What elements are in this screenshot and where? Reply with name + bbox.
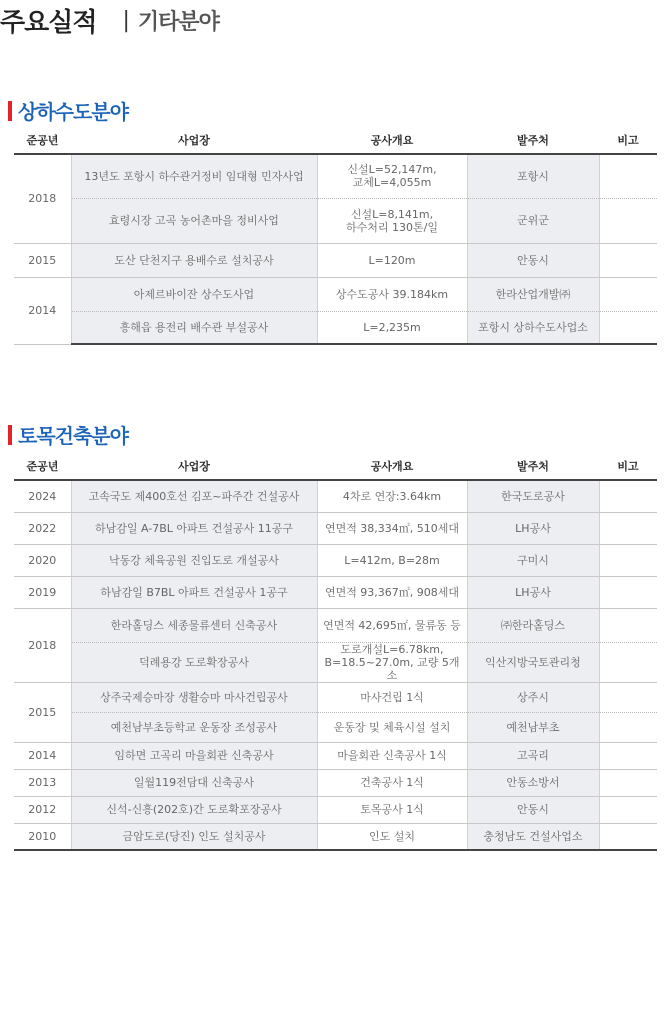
overview-cell: 연면적 42,695㎡, 물류동 등: [317, 608, 467, 642]
table-water: [14, 126, 657, 345]
table-row: [14, 311, 657, 344]
table-header-row: [14, 126, 657, 154]
note-cell: [599, 608, 657, 642]
year-cell: 2015: [14, 682, 71, 742]
project-cell: 덕례용강 도로확장공사: [71, 642, 317, 682]
project-cell: 흥해읍 용전리 배수관 부설공사: [71, 311, 317, 344]
project-cell: 상주국제승마장 생활승마 마사건립공사: [71, 682, 317, 712]
col-header-client: 발주처: [467, 126, 599, 154]
project-cell: 13년도 포항시 하수관거정비 임대형 민자사업: [71, 154, 317, 198]
overview-cell: 신설L=52,147m, 교체L=4,055m: [317, 154, 467, 198]
client-cell: 익산지방국토관리청: [467, 642, 599, 682]
section-accent-bar: [8, 101, 12, 121]
section-title-text: 토목건축분야: [18, 424, 128, 448]
note-cell: [599, 796, 657, 823]
table-row: [14, 576, 657, 608]
project-cell: 도산 단천지구 용배수로 설치공사: [71, 243, 317, 277]
overview-cell: 신설L=8,141m, 하수처리 130톤/일: [317, 198, 467, 243]
client-cell: 안동시: [467, 796, 599, 823]
table-civil: [14, 452, 657, 851]
year-cell: 2022: [14, 512, 71, 544]
page-title-main: 주요실적: [0, 7, 97, 38]
year-cell: 2024: [14, 480, 71, 512]
note-cell: [599, 480, 657, 512]
overview-cell: L=412m, B=28m: [317, 544, 467, 576]
note-cell: [599, 642, 657, 682]
section-accent-bar: [8, 425, 12, 445]
title-separator: |: [122, 7, 130, 33]
overview-cell: 도로개설L=6.78km, B=18.5~27.0m, 교량 5개소: [317, 642, 467, 682]
project-cell: 신석-신흥(202호)간 도로확포장공사: [71, 796, 317, 823]
year-cell: 2020: [14, 544, 71, 576]
table-row: [14, 154, 657, 198]
project-cell: 일월119전담대 신축공사: [71, 769, 317, 796]
table-row: [14, 277, 657, 311]
page-title: [0, 0, 219, 40]
overview-cell: 마사건립 1식: [317, 682, 467, 712]
note-cell: [599, 154, 657, 198]
project-cell: 하남감일 B7BL 아파트 건설공사 1공구: [71, 576, 317, 608]
client-cell: 포항시 상하수도사업소: [467, 311, 599, 344]
overview-cell: 4차로 연장:3.64km: [317, 480, 467, 512]
table-row: [14, 480, 657, 512]
overview-cell: 연면적 38,334㎡, 510세대: [317, 512, 467, 544]
col-header-year: 준공년: [14, 452, 71, 480]
col-header-note: 비고: [599, 126, 657, 154]
client-cell: 한라산업개발㈜: [467, 277, 599, 311]
table-row: [14, 642, 657, 682]
page-subtitle: 기타분야: [137, 9, 219, 35]
client-cell: 한국도로공사: [467, 480, 599, 512]
table-row: [14, 712, 657, 742]
project-cell: 낙동강 체육공원 진입도로 개설공사: [71, 544, 317, 576]
year-cell: 2014: [14, 277, 71, 344]
project-cell: 효령시장 고곡 농어촌마을 정비사업: [71, 198, 317, 243]
year-cell: 2014: [14, 742, 71, 769]
client-cell: 포항시: [467, 154, 599, 198]
note-cell: [599, 311, 657, 344]
client-cell: 군위군: [467, 198, 599, 243]
client-cell: 상주시: [467, 682, 599, 712]
client-cell: 안동시: [467, 243, 599, 277]
note-cell: [599, 544, 657, 576]
project-cell: 예천남부초등학교 운동장 조성공사: [71, 712, 317, 742]
table-row: [14, 608, 657, 642]
table-row: [14, 544, 657, 576]
overview-cell: 건축공사 1식: [317, 769, 467, 796]
year-cell: 2015: [14, 243, 71, 277]
client-cell: LH공사: [467, 576, 599, 608]
col-header-client: 발주처: [467, 452, 599, 480]
note-cell: [599, 243, 657, 277]
client-cell: LH공사: [467, 512, 599, 544]
col-header-overview: 공사개요: [317, 126, 467, 154]
table-row: [14, 823, 657, 850]
project-cell: 한라홀딩스 세종물류센터 신축공사: [71, 608, 317, 642]
note-cell: [599, 742, 657, 769]
table-row: [14, 769, 657, 796]
year-cell: 2012: [14, 796, 71, 823]
note-cell: [599, 769, 657, 796]
note-cell: [599, 198, 657, 243]
year-cell: 2010: [14, 823, 71, 850]
table-row: [14, 682, 657, 712]
client-cell: 고곡리: [467, 742, 599, 769]
project-cell: 금암도로(당진) 인도 설치공사: [71, 823, 317, 850]
note-cell: [599, 277, 657, 311]
table-row: [14, 742, 657, 769]
year-cell: 2019: [14, 576, 71, 608]
table-row: [14, 243, 657, 277]
client-cell: ㈜한라홀딩스: [467, 608, 599, 642]
table-header-row: [14, 452, 657, 480]
note-cell: [599, 576, 657, 608]
section-title-civil: [8, 420, 128, 449]
client-cell: 예천남부초: [467, 712, 599, 742]
col-header-overview: 공사개요: [317, 452, 467, 480]
year-cell: 2018: [14, 154, 71, 243]
overview-cell: L=120m: [317, 243, 467, 277]
note-cell: [599, 512, 657, 544]
table-row: [14, 512, 657, 544]
project-cell: 아제르바이잔 상수도사업: [71, 277, 317, 311]
col-header-year: 준공년: [14, 126, 71, 154]
table-row: [14, 796, 657, 823]
client-cell: 충청남도 건설사업소: [467, 823, 599, 850]
note-cell: [599, 823, 657, 850]
year-cell: 2018: [14, 608, 71, 682]
client-cell: 안동소방서: [467, 769, 599, 796]
section-title-text: 상하수도분야: [18, 100, 128, 124]
project-cell: 임하면 고곡리 마을회관 신축공사: [71, 742, 317, 769]
client-cell: 구미시: [467, 544, 599, 576]
overview-cell: L=2,235m: [317, 311, 467, 344]
table-row: [14, 198, 657, 243]
overview-cell: 운동장 및 체육시설 설치: [317, 712, 467, 742]
note-cell: [599, 712, 657, 742]
project-cell: 고속국도 제400호선 김포~파주간 건설공사: [71, 480, 317, 512]
col-header-note: 비고: [599, 452, 657, 480]
col-header-project: 사업장: [71, 452, 317, 480]
note-cell: [599, 682, 657, 712]
project-cell: 하남감일 A-7BL 아파트 건설공사 11공구: [71, 512, 317, 544]
overview-cell: 연면적 93,367㎡, 908세대: [317, 576, 467, 608]
col-header-project: 사업장: [71, 126, 317, 154]
overview-cell: 토목공사 1식: [317, 796, 467, 823]
section-title-water: [8, 96, 128, 125]
overview-cell: 인도 설치: [317, 823, 467, 850]
overview-cell: 상수도공사 39.184km: [317, 277, 467, 311]
year-cell: 2013: [14, 769, 71, 796]
overview-cell: 마을회관 신축공사 1식: [317, 742, 467, 769]
